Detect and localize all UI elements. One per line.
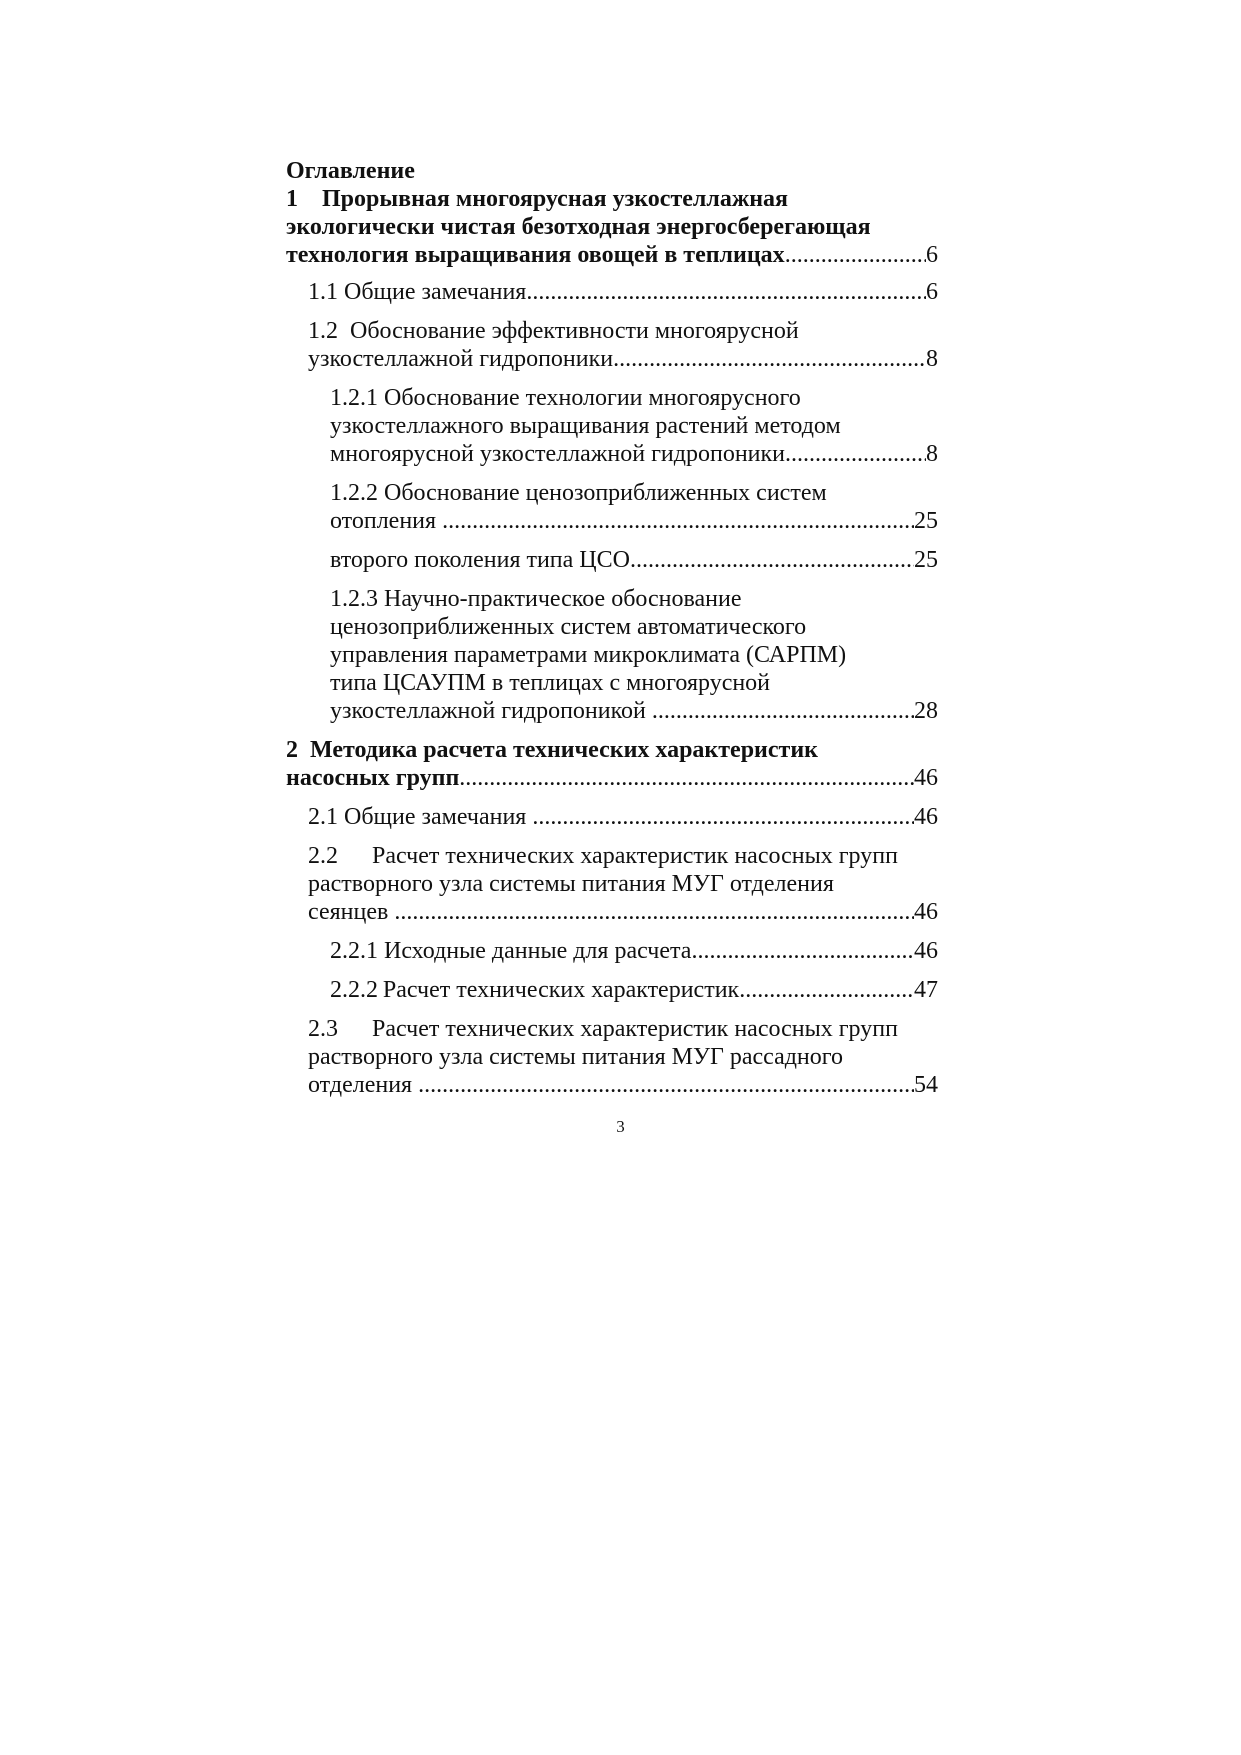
dot-leader <box>739 976 914 1004</box>
toc-entry-1-2[interactable] <box>308 317 938 373</box>
entry-title-line: второго поколения типа ЦСО <box>330 547 630 573</box>
entry-title-line: растворного узла системы питания МУГ отделения <box>308 871 834 897</box>
entry-page: 46 <box>914 765 938 791</box>
entry-title-line: управления параметрами микроклимата (САРПМ) <box>330 642 847 668</box>
entry-title-line: отопления <box>330 508 437 534</box>
entry-title-line: Общие замечания <box>344 804 527 830</box>
dot-leader <box>459 764 914 792</box>
entry-title-line: узкостеллажной гидропоникой <box>330 698 646 724</box>
entry-title-line: многоярусной узкостеллажной гидропоники <box>330 441 786 467</box>
entry-title-line: узкостеллажного выращивания растений методом <box>330 413 841 439</box>
entry-number: 2 <box>286 737 298 763</box>
entry-page: 47 <box>914 977 938 1003</box>
toc-title: Оглавление <box>286 158 415 184</box>
toc-entry-1[interactable] <box>286 185 938 269</box>
entry-title-line: Расчет технических характеристик <box>382 977 740 1003</box>
entry-title-line: Обоснование ценозоприближенных систем <box>384 480 827 506</box>
dot-leader <box>442 507 914 535</box>
dot-leader <box>394 898 914 926</box>
toc-entry-1-1[interactable] <box>308 278 938 306</box>
toc-entry-2-2-1[interactable] <box>330 937 938 965</box>
entry-title-line: узкостеллажной гидропоники <box>308 346 614 372</box>
table-of-contents <box>286 157 938 1099</box>
entry-number: 2.2 <box>308 843 338 869</box>
entry-page: 25 <box>914 508 938 534</box>
entry-number: 1.2.1 <box>330 385 378 411</box>
toc-entry-2-1[interactable] <box>308 803 938 831</box>
entry-page: 54 <box>914 1072 938 1098</box>
entry-page: 6 <box>926 242 938 268</box>
toc-entry-2[interactable] <box>286 736 938 792</box>
dot-leader <box>526 278 926 306</box>
entry-title-line: Расчет технических характеристик насосных групп <box>372 843 898 869</box>
toc-entry-2-2-2[interactable] <box>330 976 938 1004</box>
entry-title-line: Общие замечания <box>344 279 527 305</box>
entry-number: 2.3 <box>308 1016 338 1042</box>
entry-title-line: Расчет технических характеристик насосных групп <box>372 1016 898 1042</box>
entry-title-line: насосных групп <box>286 765 460 791</box>
dot-leader <box>785 241 926 269</box>
toc-entry-1-2-2[interactable] <box>330 479 938 535</box>
entry-page: 8 <box>926 441 938 467</box>
toc-entry-2-3[interactable] <box>308 1015 938 1099</box>
dot-leader <box>418 1071 914 1099</box>
entry-page: 8 <box>926 346 938 372</box>
entry-number: 1.2 <box>308 318 338 344</box>
entry-page: 46 <box>914 804 938 830</box>
entry-title-line: технология выращивания овощей в теплицах <box>286 242 785 268</box>
toc-entry-1-2-1[interactable] <box>330 384 938 468</box>
entry-number: 1.1 <box>308 279 338 305</box>
entry-title-line: типа ЦСАУПМ в теплицах с многоярусной <box>330 670 771 696</box>
entry-title-line: сеянцев <box>308 899 389 925</box>
dot-leader <box>785 440 926 468</box>
entry-title-line: Обоснование технологии многоярусного <box>384 385 801 411</box>
toc-entry-1-2-3[interactable] <box>330 585 938 725</box>
entry-number: 2.1 <box>308 804 338 830</box>
dot-leader <box>652 697 914 725</box>
entry-title-line: экологически чистая безотходная энергосберегающая <box>286 214 871 240</box>
dot-leader <box>613 345 926 373</box>
entry-title-line: Исходные данные для расчета <box>384 938 692 964</box>
entry-page: 46 <box>914 938 938 964</box>
entry-page: 28 <box>914 698 938 724</box>
entry-title-line: ценозоприближенных систем автоматического <box>330 614 807 640</box>
entry-number: 1 <box>286 186 298 212</box>
entry-number: 1.2.2 <box>330 480 378 506</box>
entry-title-line: растворного узла системы питания МУГ рассадного <box>308 1044 844 1070</box>
page-number: 3 <box>616 1117 625 1136</box>
entry-number: 1.2.3 <box>330 586 378 612</box>
entry-title-line: отделения <box>308 1072 413 1098</box>
entry-title-line: Научно-практическое обоснование <box>384 586 742 612</box>
dot-leader <box>532 803 914 831</box>
entry-number: 2.2.1 <box>330 938 378 964</box>
toc-entry-2-2[interactable] <box>308 842 938 926</box>
entry-title-line: Методика расчета технических характеристик <box>310 737 818 763</box>
dot-leader <box>630 546 914 574</box>
dot-leader <box>691 937 914 965</box>
entry-page: 25 <box>914 547 938 573</box>
entry-page: 6 <box>926 279 938 305</box>
entry-title-line: Прорывная многоярусная узкостеллажная <box>322 186 789 212</box>
entry-title-line: Обоснование эффективности многоярусной <box>350 318 799 344</box>
entry-number: 2.2.2 <box>330 977 378 1003</box>
toc-entry-1-2-2-cont[interactable] <box>330 546 938 574</box>
entry-page: 46 <box>914 899 938 925</box>
